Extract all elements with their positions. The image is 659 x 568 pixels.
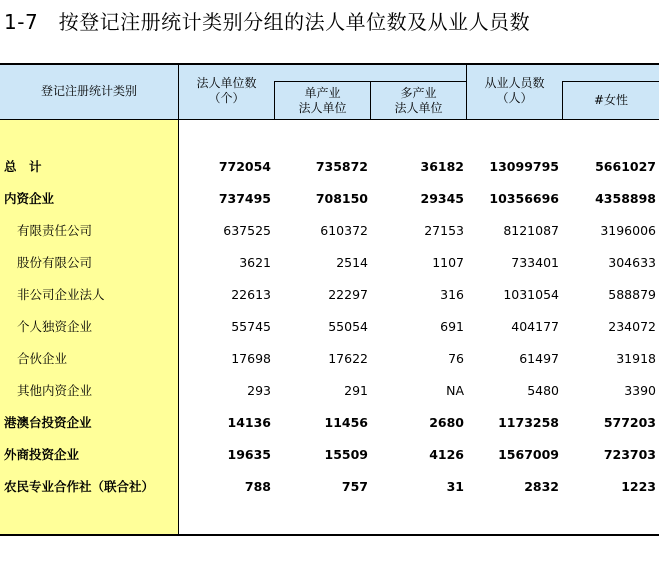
row-value: 577203: [603, 415, 656, 430]
row-value: 1567009: [498, 447, 559, 462]
row-value: 3390: [624, 383, 656, 398]
row-value: 17622: [328, 351, 368, 366]
table-row: [0, 477, 659, 497]
row-value: 4126: [429, 447, 464, 462]
row-label: 合伙企业: [17, 351, 68, 366]
table-row: [0, 381, 659, 401]
header-employees: 从业人员数 （人）: [484, 76, 545, 105]
row-value: 55745: [231, 319, 271, 334]
table-row: [0, 189, 659, 209]
row-value: 5480: [527, 383, 559, 398]
row-value: 22297: [328, 287, 368, 302]
row-label: 农民专业合作社（联合社）: [4, 479, 155, 494]
row-label: 个人独资企业: [17, 319, 93, 334]
row-label: 股份有限公司: [17, 255, 93, 270]
page-title: 1-7 按登记注册统计类别分组的法人单位数及从业人员数: [4, 10, 531, 34]
row-value: 788: [244, 479, 271, 494]
row-value: 19635: [227, 447, 271, 462]
row-value: 11456: [324, 415, 368, 430]
row-value: 55054: [328, 319, 368, 334]
row-value: 733401: [511, 255, 559, 270]
row-value: 15509: [324, 447, 368, 462]
row-value: 4358898: [595, 191, 656, 206]
row-value: 3621: [239, 255, 271, 270]
row-value: 2680: [429, 415, 464, 430]
row-value: 13099795: [489, 159, 559, 174]
row-value: 76: [448, 351, 464, 366]
row-label: 港澳台投资企业: [4, 415, 92, 430]
row-value: 723703: [603, 447, 656, 462]
header-sub-rule-right: [563, 81, 659, 82]
row-label: 非公司企业法人: [17, 287, 105, 302]
table-row: [0, 445, 659, 465]
row-value: 61497: [519, 351, 559, 366]
table-row: [0, 349, 659, 369]
row-value: 1031054: [503, 287, 559, 302]
table-row: [0, 221, 659, 241]
row-value: 1107: [432, 255, 464, 270]
table-row: [0, 413, 659, 433]
table-bottom-rule: [0, 534, 659, 536]
row-value: 637525: [223, 223, 271, 238]
row-value: 29345: [420, 191, 464, 206]
row-label: 内资企业: [4, 191, 55, 206]
header-legal-units: 法人单位数 （个）: [196, 76, 257, 105]
row-value: 291: [344, 383, 368, 398]
row-value: 22613: [231, 287, 271, 302]
table-row: [0, 157, 659, 177]
row-value: 737495: [218, 191, 271, 206]
row-value: 2832: [524, 479, 559, 494]
row-value: 1173258: [498, 415, 559, 430]
row-value: 17698: [231, 351, 271, 366]
row-label: 外商投资企业: [4, 447, 80, 462]
header-bottom-rule: [0, 119, 659, 120]
header-single-industry: 单产业 法人单位: [298, 86, 347, 115]
row-value: 610372: [320, 223, 368, 238]
row-value: 36182: [420, 159, 464, 174]
row-value: 708150: [315, 191, 368, 206]
row-value: 14136: [227, 415, 271, 430]
header-category: 登记注册统计类别: [40, 84, 137, 98]
row-label: 有限责任公司: [17, 223, 93, 238]
row-value: 316: [440, 287, 464, 302]
table-top-rule: [0, 63, 659, 65]
table-row: [0, 285, 659, 305]
row-value: 304633: [608, 255, 656, 270]
table-row: [0, 253, 659, 273]
header-multi-industry: 多产业 法人单位: [394, 86, 443, 115]
row-value: 2514: [336, 255, 368, 270]
row-value: 588879: [608, 287, 656, 302]
row-value: 5661027: [595, 159, 656, 174]
row-value: 27153: [424, 223, 464, 238]
header-female: #女性: [593, 93, 629, 107]
row-label: 总 计: [4, 159, 42, 174]
row-value: 735872: [315, 159, 368, 174]
row-label: 其他内资企业: [17, 383, 93, 398]
row-value: NA: [446, 383, 464, 398]
row-value: 772054: [218, 159, 271, 174]
row-value: 234072: [608, 319, 656, 334]
row-value: 31: [446, 479, 464, 494]
row-value: 3196006: [600, 223, 656, 238]
row-value: 31918: [616, 351, 656, 366]
row-value: 293: [247, 383, 271, 398]
row-value: 691: [440, 319, 464, 334]
row-value: 1223: [621, 479, 656, 494]
table-row: [0, 317, 659, 337]
row-value: 8121087: [503, 223, 559, 238]
row-value: 404177: [511, 319, 559, 334]
row-value: 757: [341, 479, 368, 494]
row-value: 10356696: [489, 191, 559, 206]
